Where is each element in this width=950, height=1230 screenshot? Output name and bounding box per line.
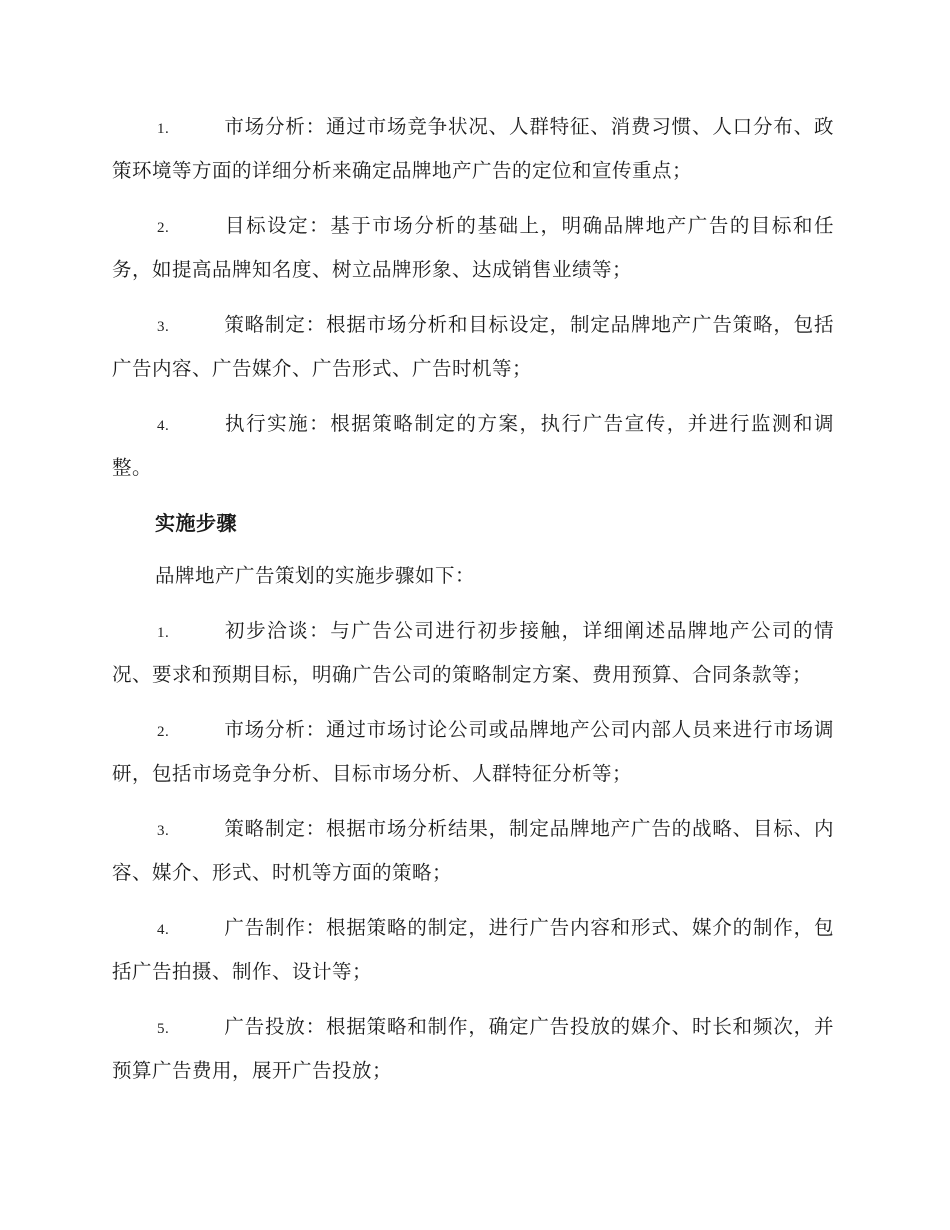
list-number: 3. (157, 823, 170, 839)
list-item (112, 709, 834, 795)
list-item (112, 403, 834, 489)
list-item (112, 1006, 834, 1092)
list-number: 4. (157, 418, 170, 434)
list-number: 2. (157, 724, 170, 740)
list-number: 1. (157, 121, 170, 137)
list-text: 广告制作：根据策略的制定，进行广告内容和形式、媒介的制作，包括广告拍摄、制作、设计等； (112, 916, 834, 983)
list-text: 市场分析：通过市场竞争状况、人群特征、消费习惯、人口分布、政策环境等方面的详细分析来确定品牌地产广告的定位和宣传重点； (112, 115, 834, 182)
list-text: 广告投放：根据策略和制作，确定广告投放的媒介、时长和频次，并预算广告费用，展开广告投放； (112, 1015, 834, 1082)
list-text: 目标设定：基于市场分析的基础上，明确品牌地产广告的目标和任务，如提高品牌知名度、树立品牌形象、达成销售业绩等； (112, 214, 834, 281)
section-intro: 品牌地产广告策划的实施步骤如下： (155, 564, 476, 587)
list-text: 执行实施：根据策略制定的方案，执行广告宣传，并进行监测和调整。 (112, 412, 834, 479)
section-heading: 实施步骤 (155, 511, 237, 535)
list-number: 4. (157, 922, 170, 938)
list-number: 2. (157, 220, 170, 236)
list-item (112, 808, 834, 894)
list-number: 1. (157, 625, 170, 641)
list-text: 策略制定：根据市场分析结果，制定品牌地产广告的战略、目标、内容、媒介、形式、时机等方面的策略； (112, 817, 834, 884)
list-item (112, 304, 834, 390)
list-item (112, 907, 834, 993)
list-text: 策略制定：根据市场分析和目标设定，制定品牌地产广告策略，包括广告内容、广告媒介、广告形式、广告时机等； (112, 313, 834, 380)
list-number: 5. (157, 1021, 170, 1037)
list-number: 3. (157, 319, 170, 335)
list-text: 初步洽谈：与广告公司进行初步接触，详细阐述品牌地产公司的情况、要求和预期目标，明确广告公司的策略制定方案、费用预算、合同条款等； (112, 619, 834, 686)
list-item (112, 610, 834, 696)
document-body (112, 106, 834, 1105)
list-text: 市场分析：通过市场讨论公司或品牌地产公司内部人员来进行市场调研，包括市场竞争分析、目标市场分析、人群特征分析等； (112, 718, 834, 785)
list-item (112, 205, 834, 291)
list-item (112, 106, 834, 192)
